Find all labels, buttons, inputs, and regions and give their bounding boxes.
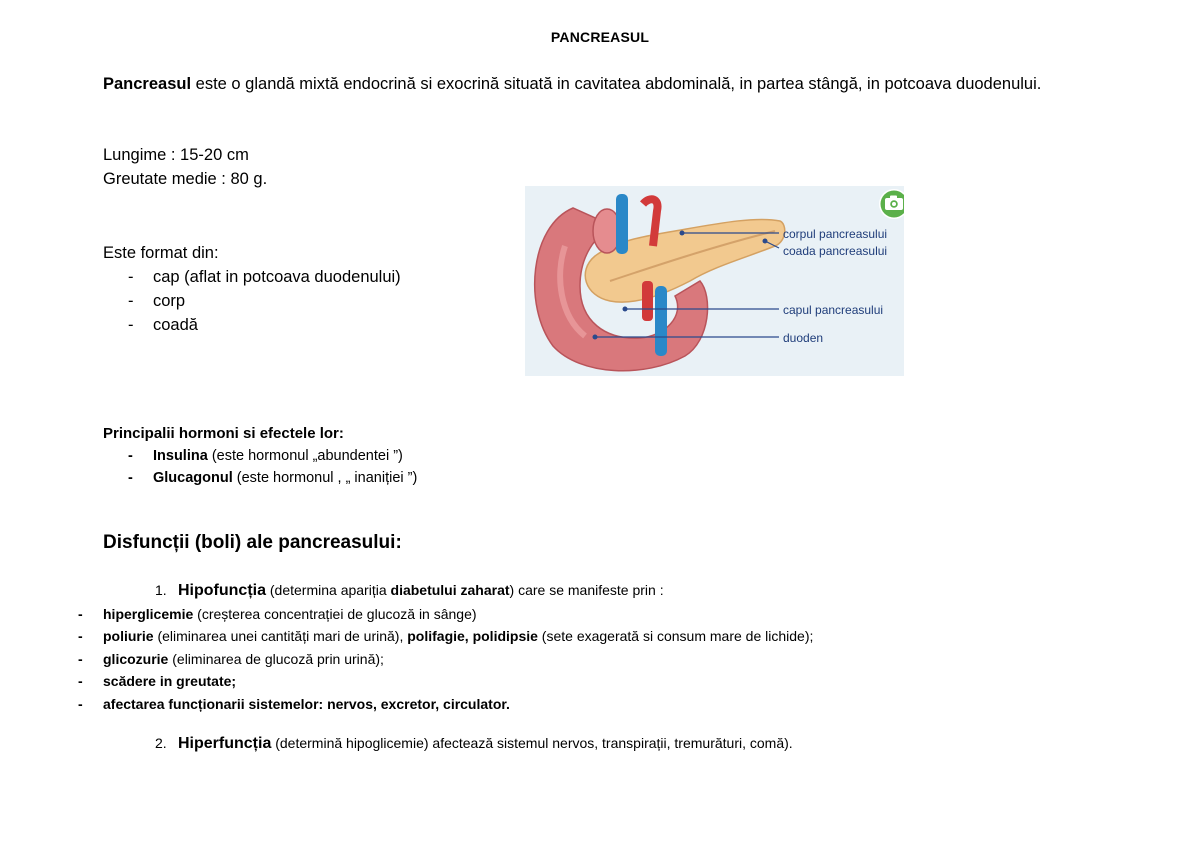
- structure-list: [103, 265, 401, 337]
- hyperfunction-item: 2. Hiperfuncția (determină hipoglicemie) afectează sistemul nervos, transpirații, tremurături, comă).: [155, 735, 793, 752]
- dysfunctions-section: [78, 579, 1103, 756]
- label-tail: coada pancreasului: [783, 244, 888, 258]
- pancreas-diagram: [525, 186, 904, 376]
- intro-paragraph: [103, 72, 1063, 96]
- list-item: - Glucagonul (este hormonul , „ inaniției ”): [128, 470, 418, 486]
- list-item: - hiperglicemie (creșterea concentrației de glucoză in sânge): [78, 605, 477, 622]
- leader-dot-tail: [763, 239, 768, 244]
- list-item: - corp: [128, 292, 186, 310]
- label-body: corpul pancreasului: [783, 227, 888, 241]
- leader-dot-head: [623, 307, 628, 312]
- list-item: - glicozurie (eliminarea de glucoză prin urină);: [78, 650, 384, 667]
- list-item: - coadă: [128, 316, 198, 334]
- page-title: PANCREASUL: [550, 29, 650, 45]
- structure-section: [103, 241, 401, 337]
- vein-lower: [655, 286, 667, 356]
- symptoms-list: [53, 603, 1103, 716]
- list-item: - cap (aflat in potcoava duodenului): [128, 268, 401, 286]
- dysfunctions-heading: Disfuncții (boli) ale pancreasului:: [103, 532, 402, 553]
- hormones-section: [103, 423, 417, 489]
- list-item: - poliurie (eliminarea unei cantități mari de urină), polifagie, polidipsie (sete exagerată si consum mare de lichide);: [78, 628, 814, 644]
- facts-block: [103, 143, 267, 191]
- leader-dot-body: [680, 231, 685, 236]
- vein-upper: [616, 194, 628, 254]
- intro-text: este o glandă mixtă endocrină si exocrină situată in cavitatea abdominală, in partea stângă, in potcoava duodenului.: [191, 75, 1042, 93]
- hormones-heading: Principalii hormoni si efectele lor:: [103, 425, 344, 442]
- label-head: capul pancreasului: [783, 303, 884, 317]
- artery-lower: [642, 281, 653, 321]
- length-fact: Lungime : 15-20 cm: [103, 146, 249, 164]
- hormones-list: [103, 445, 417, 489]
- leader-dot-duodenum: [593, 335, 598, 340]
- list-item: - Insulina (este hormonul „abundentei ”): [128, 448, 403, 464]
- pancreas-illustration: [525, 186, 904, 376]
- intro-bold-term: Pancreasul: [103, 75, 192, 93]
- label-duodenum: duoden: [783, 331, 824, 345]
- spacer: [103, 715, 1103, 732]
- camera-icon[interactable]: [879, 189, 904, 219]
- list-item: - afectarea funcționarii sistemelor: nervos, excretor, circulator.: [78, 695, 510, 712]
- list-item: - scădere in greutate;: [78, 673, 237, 689]
- weight-fact: Greutate medie : 80 g.: [103, 170, 268, 188]
- hypofunction-item: 1. Hipofuncția (determina apariția diabetului zaharat) care se manifeste prin :: [155, 582, 664, 599]
- structure-heading: Este format din:: [103, 244, 219, 262]
